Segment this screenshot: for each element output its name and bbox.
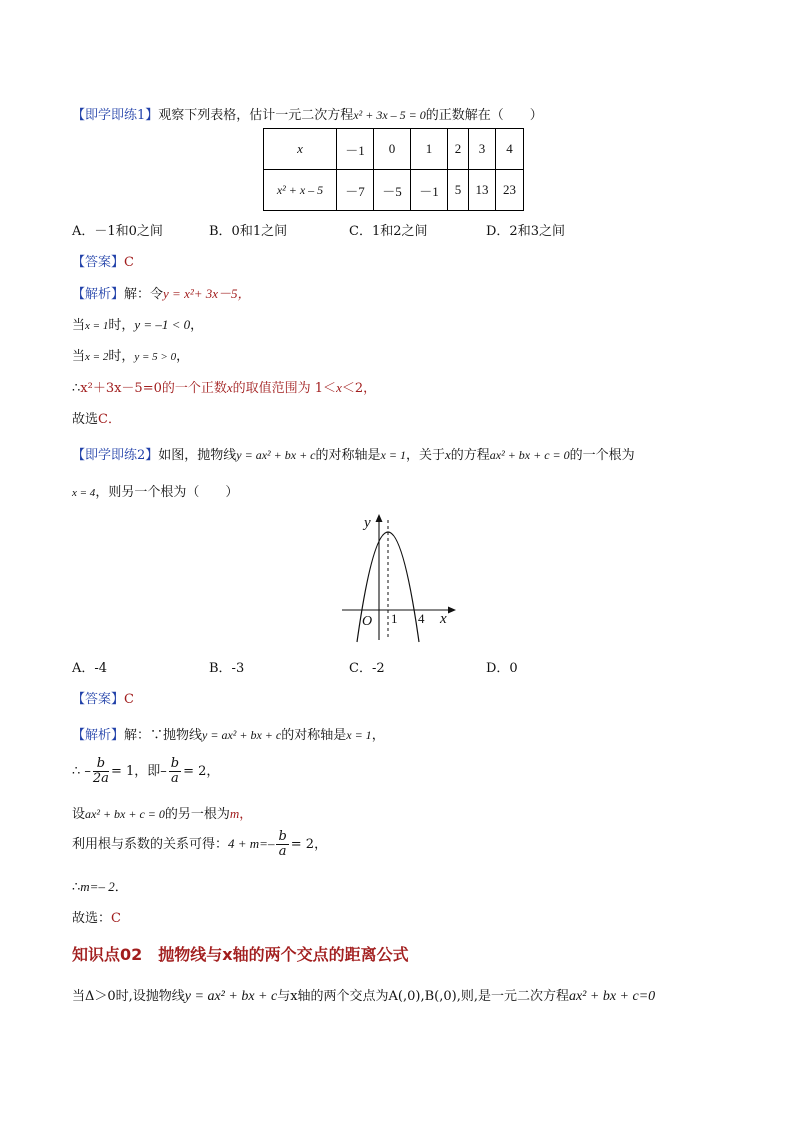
analysis-variable: m (229, 806, 240, 821)
analysis-equation: y = –1 < 0 (134, 317, 191, 332)
analysis-variable: x (226, 380, 233, 395)
exercise1-equation: x² + 3x – 5 = 0 (353, 108, 426, 122)
choice-b: B．-3 (209, 661, 245, 676)
y-axis-arrow-icon (376, 514, 383, 522)
exercise2-equation: y = ax² + bx + c (236, 448, 316, 462)
analysis-text: ， (176, 349, 190, 364)
analysis-equation: x = 2 (85, 351, 109, 363)
tick-label-4: 4 (418, 611, 425, 626)
choice-a: A．－1和0之间 (72, 224, 163, 239)
analysis-equation: 4 + m=– (228, 836, 275, 851)
analysis-text: ， (371, 728, 385, 743)
x-axis-arrow-icon (448, 607, 456, 614)
analysis-text: = 1，即– (110, 764, 167, 779)
paragraph-text: 与x轴的两个交点为A(,0),B(,0),则,是一元二次方程 (277, 989, 569, 1004)
choice-c: C．-2 (349, 661, 385, 676)
values-table (263, 128, 524, 211)
parabola-graph (336, 510, 460, 644)
analysis-text: C (111, 911, 121, 926)
analysis-text: ∴ (72, 381, 81, 396)
analysis-text: ． (114, 880, 128, 895)
exercise2-question-text: 的方程 (450, 448, 490, 463)
analysis-text: ＜2， (341, 381, 377, 396)
exercise2-analysis-line3 (72, 803, 252, 822)
answer-tag: 【答案】 (72, 255, 125, 270)
exercise1-analysis-line4 (72, 377, 376, 396)
analysis-text: 故选 (72, 412, 99, 427)
analysis-text: 解：令 (124, 287, 164, 302)
exercise2-equation: x = 4 (72, 487, 96, 499)
analysis-text: 设 (72, 807, 86, 822)
paragraph-equation: y = ax² + bx + c (184, 989, 278, 1004)
choice-b: B．0和1之间 (209, 224, 288, 239)
table-cell: －7 (337, 170, 374, 211)
exercise2-question (72, 444, 635, 463)
analysis-equation: m=– 2 (80, 879, 115, 894)
exercise1-tag: 【即学即练1】 (72, 108, 159, 123)
exercise2-analysis-line6 (72, 907, 121, 926)
analysis-text: C． (98, 412, 121, 427)
fraction-denominator: 2a (92, 771, 109, 786)
analysis-equation: ax² + bx + c = 0 (85, 807, 165, 821)
exercise2-analysis-line5 (72, 876, 128, 895)
table-cell: 0 (374, 129, 411, 170)
exercise1-analysis-line3 (72, 345, 189, 364)
exercise1-answer (72, 251, 134, 270)
analysis-variable: x (336, 380, 342, 395)
table-row (264, 170, 524, 211)
table-cell: x (264, 129, 337, 170)
exercise1-question (72, 104, 543, 123)
table-row (264, 129, 524, 170)
answer-value: C (124, 255, 134, 270)
exercise2-equation: x = 1 (380, 448, 406, 462)
exercise2-analysis-line4 (72, 830, 327, 859)
exercise2-analysis-line1 (72, 724, 385, 743)
section-heading: 知识点02 抛物线与x轴的两个交点的距离公式 (72, 945, 409, 964)
analysis-text: 的对称轴是 (281, 728, 347, 743)
fraction-denominator: a (278, 844, 287, 859)
y-axis-label: y (364, 515, 371, 531)
fraction-numerator: b (170, 756, 180, 771)
tick-label-1: 1 (391, 611, 398, 626)
table-cell: －1 (411, 170, 448, 211)
table-cell: －1 (337, 129, 374, 170)
choice-d: D．2和3之间 (486, 224, 565, 239)
analysis-tag: 【解析】 (72, 728, 125, 743)
exercise2-analysis-line2 (72, 757, 219, 786)
analysis-text: x²＋3x－5=0的一个正数 (80, 381, 227, 396)
analysis-tag: 【解析】 (72, 287, 125, 302)
paragraph-text: 当Δ＞0时,设抛物线 (72, 989, 185, 1004)
analysis-text: 时， (108, 318, 135, 333)
analysis-text: 的取值范围为 1＜ (232, 381, 337, 396)
analysis-text: 的另一根为 (164, 807, 230, 822)
exercise2-equation: ax² + bx + c = 0 (489, 448, 570, 462)
choice-d: D．0 (486, 661, 518, 676)
exercise2-question-line2 (72, 481, 238, 500)
analysis-text: = 2， (290, 837, 328, 852)
exercise1-analysis-line2 (72, 314, 203, 333)
exercise1-question-text: 观察下列表格，估计一元二次方程 (158, 108, 354, 123)
analysis-text: ， (239, 807, 253, 822)
fraction (276, 830, 288, 859)
analysis-text: = 2， (183, 764, 220, 779)
fraction-denominator: a (171, 771, 179, 786)
analysis-text: ∴ – (72, 764, 91, 779)
analysis-text: ∴ (72, 880, 81, 895)
table-cell: 3 (469, 129, 496, 170)
table-cell: 1 (411, 129, 448, 170)
analysis-text: ， (190, 318, 204, 333)
analysis-equation: x = 1 (346, 728, 372, 742)
analysis-text: 时， (108, 349, 135, 364)
fraction-numerator: b (93, 757, 109, 772)
origin-label: O (362, 614, 373, 629)
paragraph-equation: ax² + bx + c=0 (568, 989, 656, 1004)
table-cell: 4 (496, 129, 524, 170)
exercise1-analysis-line5 (72, 408, 121, 427)
exercise2-answer (72, 688, 134, 707)
choice-c: C．1和2之间 (349, 224, 428, 239)
analysis-equation: y = 5 > 0 (134, 351, 177, 363)
exercise2-question-text: 如图，抛物线 (158, 448, 237, 463)
analysis-equation: y = x²+ 3x－5， (163, 286, 251, 301)
answer-value: C (124, 692, 134, 707)
exercise2-question-text: ，则另一个根为（ ） (95, 485, 239, 500)
analysis-text: 当 (72, 349, 86, 364)
fraction (93, 757, 109, 786)
exercise2-question-text: 的一个根为 (569, 448, 635, 463)
analysis-text: 当 (72, 318, 86, 333)
exercise2-tag: 【即学即练2】 (72, 448, 159, 463)
exercise2-question-text: ，关于 (405, 448, 445, 463)
table-cell: 23 (496, 170, 524, 211)
section-paragraph (72, 985, 655, 1005)
table-cell: 2 (448, 129, 469, 170)
analysis-text: 利用根与系数的关系可得： (72, 837, 229, 852)
table-cell: －5 (374, 170, 411, 211)
x-axis-label: x (440, 611, 447, 627)
fraction (169, 757, 181, 786)
exercise1-analysis-line1 (72, 283, 251, 302)
fraction-numerator: b (278, 829, 287, 844)
table-cell: 5 (448, 170, 469, 211)
answer-tag: 【答案】 (72, 692, 125, 707)
choice-a: A．-4 (72, 661, 108, 676)
analysis-equation: y = ax² + bx + c (202, 728, 282, 742)
exercise2-question-text: 的对称轴是 (315, 448, 381, 463)
exercise2-variable: x (444, 447, 451, 462)
table-cell: x² + x – 5 (264, 170, 337, 211)
analysis-text: 解：∵抛物线 (124, 728, 203, 743)
table-cell: 13 (469, 170, 496, 211)
analysis-text: 故选： (72, 911, 112, 926)
exercise1-question-tail: 的正数解在（ ） (425, 108, 543, 123)
analysis-equation: x = 1 (85, 320, 109, 332)
